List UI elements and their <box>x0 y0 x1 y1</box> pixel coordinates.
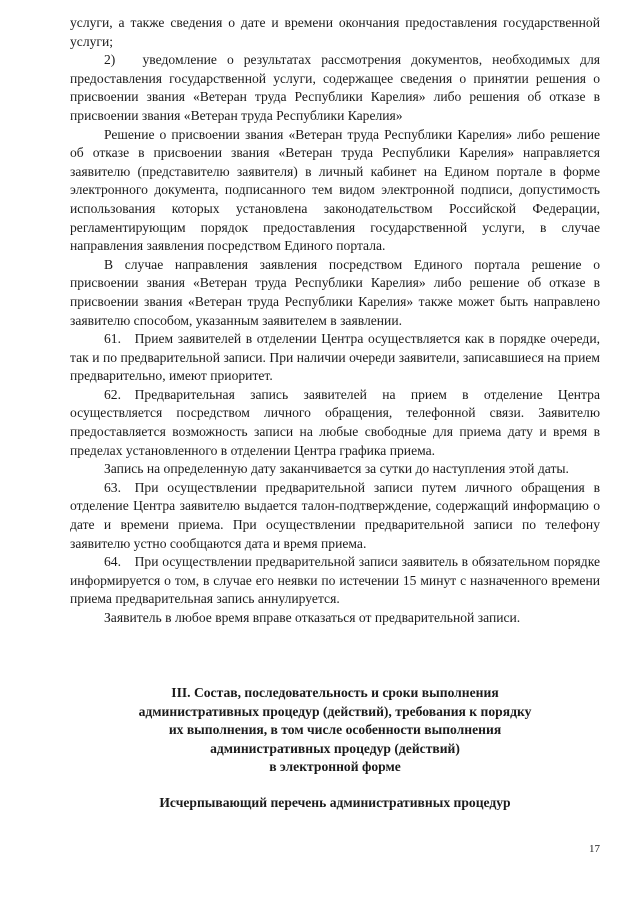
subsection-title: Исчерпывающий перечень административных процедур <box>159 795 511 810</box>
paragraph-decision-delivery: Решение о присвоении звания «Ветеран труда Республики Карелия» либо решение об отказе в присвоении звания «Ветеран труда Республики Карелия» направляется заявителю (представителю заявителя) в личный кабинет на Едином портале в форме электронного документа, подписанного тем видом электронной подписи, допустимость использования которых установлена законодательством Российской Федерации, регламентирующим порядок предоставления государственной услуги, в случае направления заявления посредством Единого портала. <box>70 126 600 254</box>
paragraph-item-2: 2) уведомление о результатах рассмотрения документов, необходимых для предоставления государственной услуги, содержащее сведения о принятии решения о присвоении звания «Ветеран труда Республики Карелия» либо решения об отказе в присвоении звания «Ветеран труда Республики Карелия» <box>70 52 600 123</box>
paragraph-alternative-delivery: В случае направления заявления посредством Единого портала решение о присвоении звания «Ветеран труда Республики Карелия» либо решение об отказе в присвоении звания «Ветеран труда Республики Карелия» также может быть направлено заявителю способом, указанным заявителем в заявлении. <box>70 256 600 328</box>
page-number: 17 <box>589 843 600 855</box>
paragraph-cancel-record: Заявитель в любое время вправе отказаться от предварительной записи. <box>104 610 521 625</box>
paragraph-63: 63. При осуществлении предварительной записи путем личного обращения в отделение Центра заявителю выдается талон-подтверждение, содержащий информацию о дате и времени приема. При осуществлении предварительной записи по телефону заявителю устно сообщаются дата и время приема. <box>70 479 600 551</box>
paragraph-61: 61. Прием заявителей в отделении Центра осуществляется как в порядке очереди, так и по предварительной записи. При наличии очереди заявители, записавшиеся на прием предварительно, имеют приоритет. <box>70 331 600 384</box>
section-title-line: III. Состав, последовательность и сроки выполнения <box>171 685 499 700</box>
paragraph-record-deadline: Запись на определенную дату заканчивается за сутки до наступления этой даты. <box>104 461 569 477</box>
section-title <box>70 684 600 777</box>
paragraph-64: 64. При осуществлении предварительной записи заявитель в обязательном порядке информируется о том, в случае его неявки по истечении 15 минут с назначенного времени приема предварительная запись аннулируется. <box>70 554 600 607</box>
paragraph-62: 62. Предварительная запись заявителей на прием в отделение Центра осуществляется посредством личного обращения, телефонной связи. Заявителю предоставляется возможность записи на любые свободные для приема дату и время в пределах установленного в отделении Центра графика приема. <box>70 386 600 458</box>
section-title-line: их выполнения, в том числе особенности выполнения <box>168 722 502 738</box>
section-title-line: административных процедур (действий), требования к порядку <box>138 703 532 719</box>
section-title-line: административных процедур (действий) <box>210 740 460 756</box>
section-title-line: в электронной форме <box>269 759 401 775</box>
body-text <box>70 14 600 628</box>
paragraph-continuation: услуги, а также сведения о дате и времени окончания предоставления государственной услуги; <box>70 15 600 49</box>
